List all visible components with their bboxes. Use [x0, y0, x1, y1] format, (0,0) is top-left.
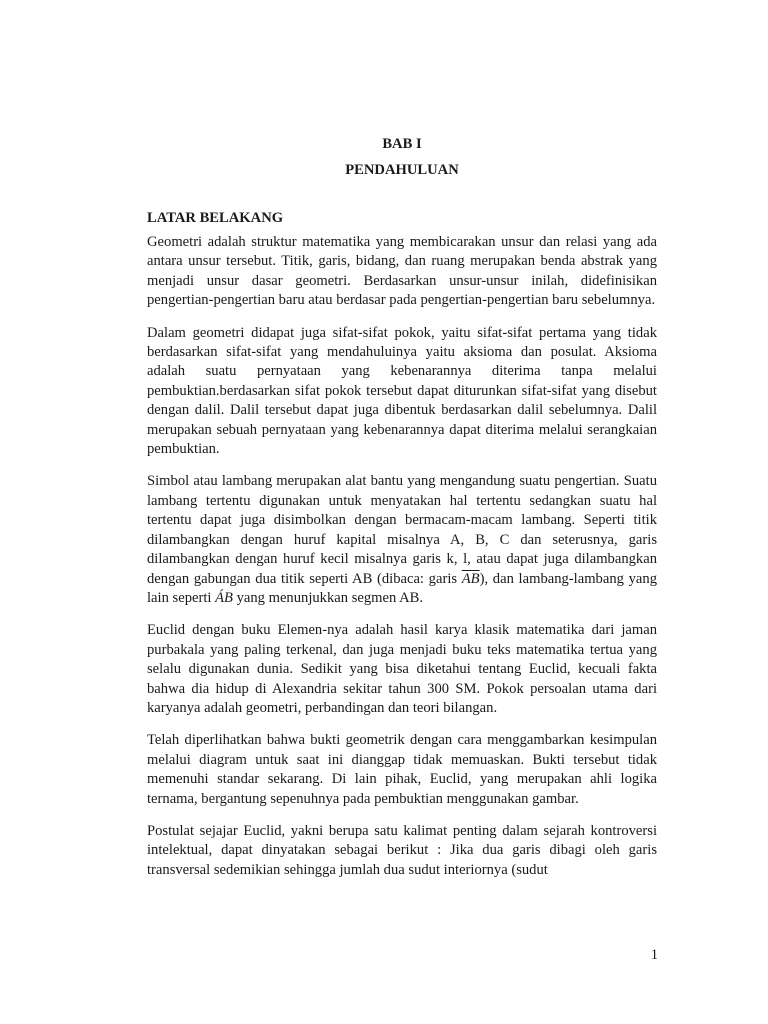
paragraph-6: Postulat sejajar Euclid, yakni berupa satu kalimat penting dalam sejarah kontroversi intelektual, dapat dinyatakan sebagai berikut : Jika dua garis dibagi oleh garis transversal sedemikian sehingga jumlah dua sudut interiornya (sudut	[147, 822, 657, 878]
page-number: 1	[650, 947, 658, 963]
paragraph-5: Telah diperlihatkan bahwa bukti geometrik dengan cara menggambarkan kesimpulan melalui diagram untuk saat ini dianggap tidak memuaskan. Bukti tersebut tidak memenuhi standar sekarang. Di lain pihak, Euclid, yang merupakan ahli logika ternama, bergantung sepenuhnya pada pembuktian menggunakan gambar.	[147, 732, 657, 807]
line-ab-symbol: $\overline{AB}$	[461, 570, 480, 587]
paragraph-3	[147, 472, 657, 608]
chapter-title: PENDAHULUAN	[345, 162, 459, 178]
page-content	[147, 135, 657, 880]
paragraph-4: Euclid dengan buku Elemen-nya adalah hasil karya klasik matematika dari jaman purbakala yang paling terkenal, dan juga menjadi buku teks matematika tertua yang selalu digunakan dunia. Sedikit yang bisa diketahui tentang Euclid, kecuali fakta bahwa dia hidup di Alexandria sekitar tahun 300 SM. Pokok persoalan utama dari karyanya adalah geometri, perbandingan dan teori bilangan.	[147, 622, 657, 716]
paragraph-2: Dalam geometri didapat juga sifat-sifat pokok, yaitu sifat-sifat pertama yang tidak berdasarkan sifat-sifat yang mendahuluinya yaitu aksioma dan posulat. Aksioma adalah suatu pernyataan yang kebenarannya diterima tanpa melalui pembuktian.berdasarkan sifat pokok tersebut dapat diturunkan sifat-sifat yang disebut dengan dalil. Dalil tersebut dapat juga dibentuk berdasarkan dalil sebelumnya. Dalil merupakan sebuah pernyataan yang kebenarannya dapat diterima melalui serangkaian pembuktian.	[147, 324, 657, 458]
paragraph-1: Geometri adalah struktur matematika yang membicarakan unsur dan relasi yang ada antara unsur tersebut. Titik, garis, bidang, dan ruang merupakan benda abstrak yang menjadi unsur dasar geometri. Berdasarkan unsur-unsur inilah, didefinisikan pengertian-pengertian baru atau berdasar pada pengertian-pengertian baru sebelumnya.	[147, 234, 657, 309]
section-heading: LATAR BELAKANG	[147, 210, 284, 226]
segment-ab-symbol: ÁB	[215, 589, 233, 606]
chapter-number: BAB I	[382, 136, 422, 152]
paragraph-3-text-c: yang menunjukkan segmen AB.	[232, 589, 424, 606]
paragraph-3-text-b: ), dan lambang-lambang yang lain seperti	[147, 570, 657, 606]
paragraph-3-text-a: Simbol atau lambang merupakan alat bantu yang mengandung suatu pengertian. Suatu lambang tertentu digunakan untuk menyatakan hal tertentu sedangkan suatu hal tertentu dapat juga disimbolkan dengan bermacam-macam lambang. Seperti titik dilambangkan dengan huruf kapital misalnya A, B, C dan seterusnya, garis dilambangkan dengan huruf kecil misalnya garis k, l, atau dapat juga dilambangkan dengan gabungan dua titik seperti AB (dibaca: garis	[147, 473, 657, 587]
